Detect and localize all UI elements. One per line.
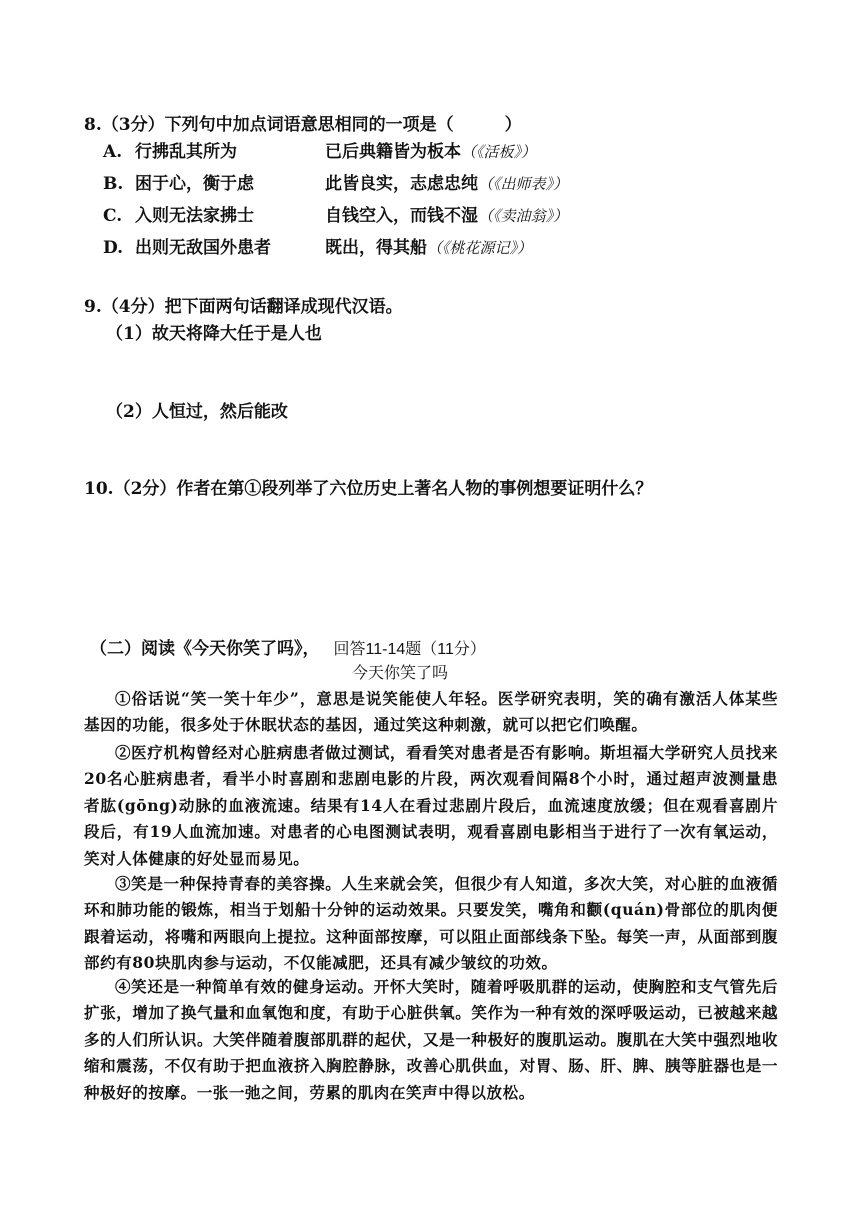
option-label: A. (103, 142, 123, 162)
option-label: D. (103, 238, 124, 258)
article-paragraph-2: ②医疗机构曾经对心脏病患者做过测试，看看笑对患者是否有影响。斯坦福大学研究人员找来20名心脏病患者，看半小时喜剧和悲剧电影的片段，两次观看间隔8个小时，通过超声波测量患者肱(gōng)动脉的血液流速。结果有14人在看过悲剧片段后，血流速度放缓；但在观看喜剧片段后，有19人血流加速。对患者的心电图测试表明，观看喜剧电影相当于进行了一次有氧运动，笑对人体健康的好处显而易见。 (84, 743, 778, 868)
option-sentence-1: 行拂乱其所为 (135, 142, 237, 162)
option-sentence-2: 已后典籍皆为板本 (325, 142, 461, 162)
option-source: （《卖油翁》） (478, 207, 569, 225)
article-paragraph-4: ④笑还是一种简单有效的健身运动。开怀大笑时，随着呼吸肌群的运动，使胸腔和支气管先后扩张，增加了换气量和血氧饱和度，有助于心脏供氧。笑作为一种有效的深呼吸运动，已被越来越多的人们所认识。大笑伴随着腹部肌群的起伏，又是一种极好的腹肌运动。腹肌在大笑中强烈地收缩和震荡，不仅有助于把血液挤入胸腔静脉，改善心肌供血，对胃、肠、肝、脾、胰等脏器也是一种极好的按摩。一张一弛之间，劳累的肌肉在笑声中得以放松。 (84, 977, 778, 1102)
option-sentence-2: 自钱空入，而钱不湿 (325, 206, 478, 226)
option-source: （《出师表》） (478, 175, 569, 193)
question-9-sentence-2: （2）人恒过，然后能改 (106, 402, 288, 422)
question-10-stem: 10.（2分）作者在第①段列举了六位历史上著名人物的事例想要证明什么？ (84, 479, 653, 499)
section-heading (90, 634, 486, 659)
option-b (103, 169, 568, 194)
option-sentence-1: 入则无法家拂士 (135, 206, 254, 226)
option-c (103, 201, 568, 226)
article-paragraph-3: ③笑是一种保持青春的美容操。人生来就会笑，但很少有人知道，多次大笑，对心脏的血液循环和肺功能的锻炼，相当于划船十分钟的运动效果。只要发笑，嘴角和颧(quán)骨部位的肌肉便跟着运动，将嘴和两眼向上提拉。这种面部按摩，可以阻止面部线条下坠。每笑一声，从面部到腹部约有80块肌肉参与运动，不仅能减肥，还具有减少皱纹的功效。 (84, 874, 778, 973)
section-instruction: 回答11-14题（11分） (333, 641, 486, 658)
question-9-stem: 9.（4分）把下面两句话翻译成现代汉语。 (84, 297, 403, 317)
option-source: （《活板》） (461, 143, 537, 161)
question-8-stem: 8.（3分）下列句中加点词语意思相同的一项是（ ） (84, 115, 522, 135)
option-sentence-1: 困于心，衡于虑 (135, 174, 254, 194)
article-paragraph-1: ①俗话说“笑一笑十年少”，意思是说笑能使人年轻。医学研究表明，笑的确有激活人体某些基因的功能，很多处于休眠状态的基因，通过笑这种刺激，就可以把它们唤醒。 (84, 689, 778, 735)
option-d (103, 233, 532, 258)
question-9-sentence-1: （1）故天将降大任于是人也 (106, 324, 322, 344)
option-sentence-1: 出则无敌国外患者 (135, 238, 271, 258)
option-label: C. (103, 206, 123, 226)
article-title: 今天你笑了吗 (351, 665, 448, 682)
section-heading-text: （二）阅读《今天你笑了吗》， (90, 639, 320, 659)
option-sentence-2: 此皆良实，志虑忠纯 (325, 174, 478, 194)
option-sentence-2: 既出，得其船 (325, 238, 427, 258)
option-a (103, 137, 536, 162)
option-label: B. (103, 174, 124, 194)
option-source: （《桃花源记》） (427, 239, 533, 257)
